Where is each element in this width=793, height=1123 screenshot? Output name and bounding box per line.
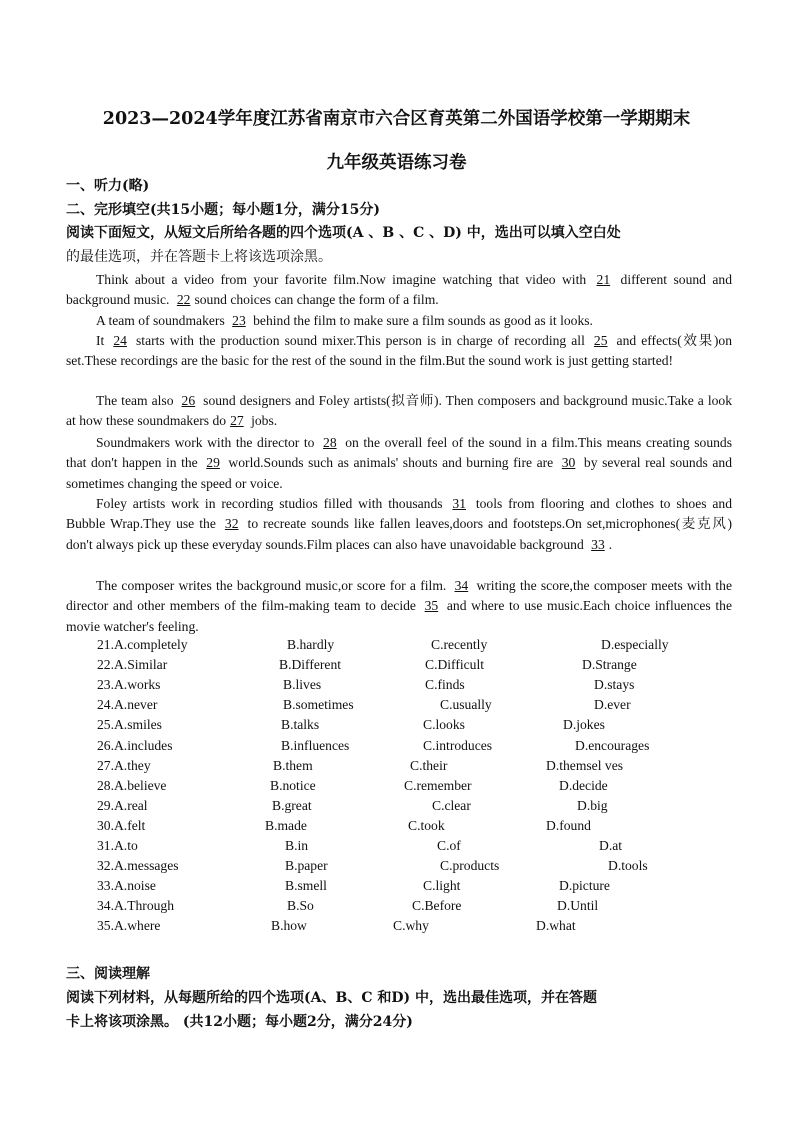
question-option-b: B.influences (281, 737, 350, 753)
paragraph-text: different sound and background music. (66, 272, 732, 308)
cloze-blank: 32 (224, 516, 239, 532)
section-reading-heading: 三、阅读理解 (66, 966, 150, 982)
question-option-d: D.encourages (575, 737, 650, 753)
paragraph-text: and where to use music.Each choice influences the movie watcher's feeling. (66, 598, 732, 634)
question-option-a: 32.A.messages (97, 858, 179, 874)
cloze-paragraph (66, 331, 732, 372)
question-option-c: C.Difficult (425, 657, 485, 673)
question-option-b: B.great (272, 797, 312, 813)
question-option-c: C.introduces (423, 737, 493, 753)
question-option-b: B.them (273, 757, 313, 773)
paragraph-text: behind the film to make sure a film sounds as good as it looks. (249, 313, 593, 328)
cloze-blank: 28 (323, 435, 337, 450)
question-option-c: C.their (410, 757, 448, 773)
question-option-a: 31.A.to (97, 838, 138, 853)
cloze-blank: 35 (424, 598, 439, 614)
reading-instruction-line2: 卡上将该项涂黑。 (共12小题；每小题2分，满分24分) (66, 1014, 413, 1030)
cloze-blank: 22 (176, 292, 191, 308)
question-option-c: C.why (393, 918, 429, 934)
question-option-a: 22.A.Similar (97, 657, 168, 673)
paragraph-text: by several real sounds and sometimes changing the speed or voice. (66, 455, 733, 491)
paragraph-text: It (96, 333, 110, 348)
question-option-d: D.tools (608, 858, 648, 874)
question-option-a: 35.A.where (97, 918, 161, 934)
question-option-c: C.looks (423, 717, 465, 733)
section-listening-heading: 一、听力(略) (66, 178, 150, 194)
question-option-a: 26.A.includes (97, 737, 173, 753)
question-option-d: D.what (536, 918, 576, 934)
cloze-paragraph (66, 433, 732, 494)
cloze-paragraph (66, 270, 732, 311)
paragraph-text: jobs. (247, 413, 278, 429)
paragraph-text: on the overall feel of the sound in a film.This means creating sounds that don't happen in the (66, 435, 733, 471)
question-option-b: B.paper (285, 858, 328, 874)
question-option-d: D.Strange (582, 657, 637, 673)
paragraph-text: sound choices can change the form of a film. (194, 292, 439, 308)
cloze-blank: 31 (452, 496, 467, 511)
cloze-paragraph (66, 494, 732, 555)
question-option-d: D.jokes (563, 717, 605, 733)
question-option-c: C.light (423, 878, 461, 894)
question-option-c: C.of (437, 838, 461, 853)
question-option-b: B.sometimes (283, 697, 354, 713)
cloze-blank: 21 (596, 272, 611, 287)
question-option-d: D.Until (557, 898, 599, 914)
paragraph-text: A team of soundmakers (96, 313, 229, 328)
question-option-b: B.So (287, 898, 314, 914)
question-option-a: 30.A.felt (97, 817, 146, 833)
paragraph-text: . (608, 536, 613, 552)
question-option-b: B.notice (270, 777, 316, 793)
paragraph-text: tools from flooring and clothes to shoes and Bubble Wrap.They use the (66, 496, 732, 532)
cloze-paragraph (66, 576, 732, 637)
cloze-blank: 34 (454, 578, 469, 593)
paragraph-text: and effects(效果)on set.These recordings are the basic for the rest of the sound in the film.But the sound work is just getting started! (66, 333, 733, 369)
cloze-blank: 30 (561, 455, 576, 471)
cloze-blank: 25 (593, 333, 608, 348)
paragraph-text: starts with the production sound mixer.This person is in charge of recording all (130, 333, 590, 348)
question-option-a: 27.A.they (97, 757, 151, 773)
cloze-blank: 23 (232, 313, 246, 328)
question-option-c: C.usually (440, 697, 492, 713)
cloze-blank: 24 (113, 333, 127, 348)
question-option-d: D.decide (559, 777, 608, 793)
question-option-a: 23.A.works (97, 677, 161, 693)
question-option-c: C.clear (432, 797, 471, 813)
question-option-d: D.big (577, 797, 608, 813)
question-option-d: D.stays (594, 677, 635, 693)
exam-title-line2: 九年级英语练习卷 (326, 153, 467, 173)
question-option-c: C.took (408, 817, 445, 833)
section-cloze-heading: 二、完形填空(共15小题；每小题1分，满分15分) (66, 202, 380, 218)
question-option-d: D.picture (559, 878, 610, 894)
question-option-d: D.especially (601, 637, 669, 652)
question-option-b: B.smell (285, 878, 327, 894)
question-option-c: C.Before (412, 898, 462, 914)
cloze-paragraph (66, 391, 732, 432)
question-option-a: 33.A.noise (97, 878, 156, 894)
cloze-blank: 27 (230, 413, 244, 429)
cloze-blank: 29 (206, 455, 220, 471)
question-option-b: B.how (271, 918, 307, 934)
question-option-d: D.found (546, 817, 591, 833)
question-option-d: D.ever (594, 697, 631, 713)
paragraph-text: sound designers and Foley artists(拟音师). Then composers and background music.Take a look at how these soundmakers do (66, 393, 732, 429)
paragraph-text: The composer writes the background music,or score for a film. (96, 578, 451, 593)
cloze-instruction-line1: 阅读下面短文，从短文后所给各题的四个选项(A 、B 、C 、D) 中，选出可以填入空白处 (66, 225, 621, 241)
question-option-b: B.hardly (287, 637, 335, 652)
paragraph-text: to recreate sounds like fallen leaves,doors and footsteps.On set,microphones(麦克风) don't always pick up these everyday sounds.Film places can also have unavoidable background (66, 516, 732, 552)
exam-title-line1: 2023—2024学年度江苏省南京市六合区育英第二外国语学校第一学期期末 (102, 109, 691, 129)
paragraph-text: Soundmakers work with the director to (96, 435, 320, 450)
cloze-instruction-line2: 的最佳选项，并在答题卡上将该选项涂黑。 (66, 249, 332, 265)
paragraph-text: world.Sounds such as animals' shouts and burning fire are (223, 455, 558, 471)
question-option-c: C.finds (425, 677, 465, 693)
question-option-b: B.made (265, 817, 307, 833)
question-option-c: C.products (440, 858, 500, 874)
question-option-a: 24.A.never (97, 697, 158, 713)
paragraph-text: writing the score,the composer meets with the director and other members of the film-making team to decide (66, 578, 733, 614)
question-option-d: D.themsel ves (546, 757, 624, 773)
question-option-d: D.at (599, 838, 623, 853)
paragraph-text: Think about a video from your favorite film.Now imagine watching that video with (96, 272, 593, 287)
question-option-a: 29.A.real (97, 797, 148, 813)
reading-instruction-line1: 阅读下列材料，从每题所给的四个选项(A、B、C 和D) 中，选出最佳选项，并在答题 (66, 990, 597, 1006)
cloze-paragraph (66, 311, 732, 331)
question-option-a: 28.A.believe (97, 777, 167, 793)
question-option-a: 25.A.smiles (97, 717, 162, 733)
paragraph-text: The team also (96, 393, 178, 408)
question-option-a: 34.A.Through (97, 898, 175, 914)
cloze-blank: 33 (591, 536, 605, 552)
paragraph-text: Foley artists work in recording studios filled with thousands (96, 496, 449, 511)
question-option-c: C.remember (404, 777, 472, 793)
question-option-b: B.talks (281, 717, 320, 733)
question-option-b: B.in (285, 838, 309, 853)
cloze-blank: 26 (181, 393, 196, 408)
question-option-b: B.lives (283, 677, 322, 693)
question-option-b: B.Different (279, 657, 342, 673)
question-option-c: C.recently (431, 637, 488, 652)
question-option-a: 21.A.completely (97, 637, 188, 652)
